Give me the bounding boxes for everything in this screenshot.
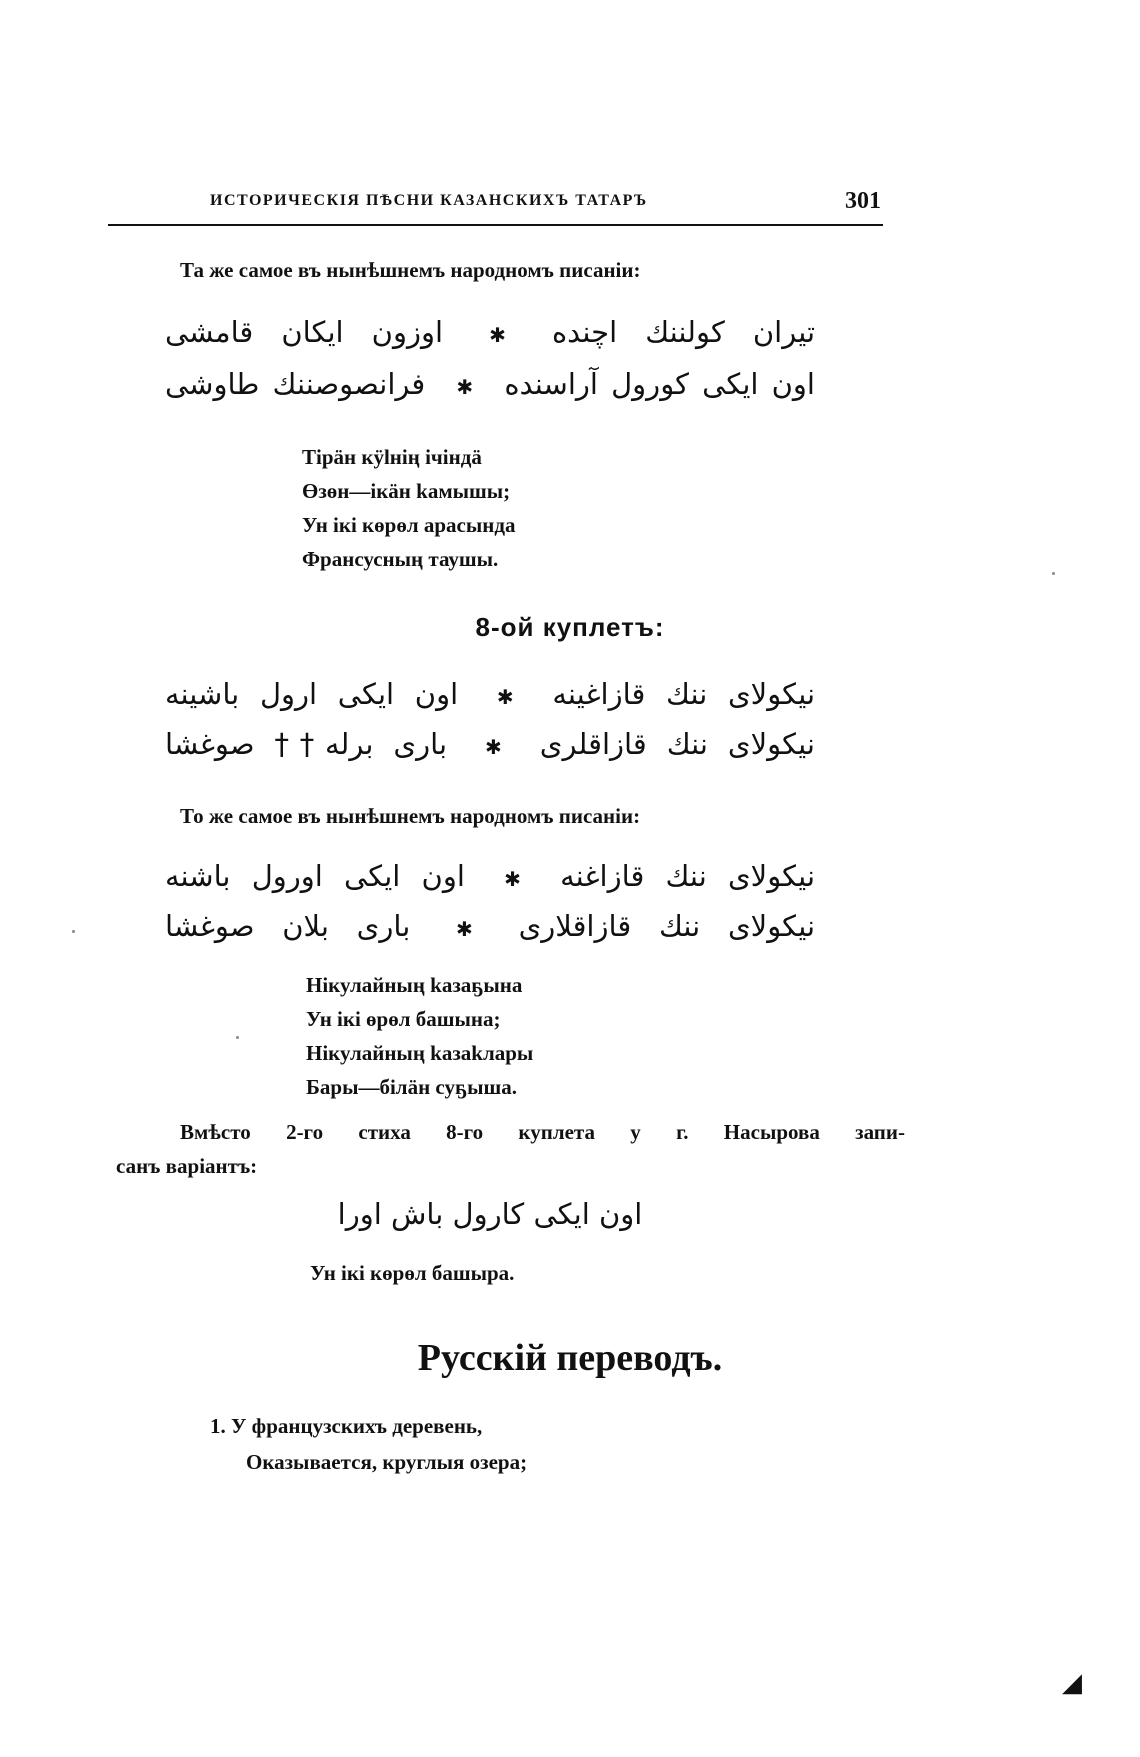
translation-line: Оказывается, круглыя озера; [246,1450,528,1474]
paper-speck [236,1036,239,1039]
page-number: 301 [845,188,881,214]
arabic-hemistich: اوزون ايکان قامشی [165,315,444,349]
running-title: ИСТОРИЧЕСКІЯ ПѢСНИ КАЗАНСКИХЪ ТАТАРЪ [210,192,648,209]
arabic-verse-line-1 [165,315,816,349]
translit-line: Ун ікі көрөл арасында [302,513,516,537]
star-separator: ✱ [496,685,514,709]
arabic-verse-line-5 [165,859,816,893]
translit-line: Ун ікі өрөл башына; [306,1007,501,1031]
translation-line: 1. У французскихъ деревень, [210,1414,483,1438]
star-separator: ✱ [456,375,474,399]
arabic-hemistich: تیران كولننك اچنده [551,315,816,349]
translit-line: Тірӓн кӱlнің ічіндӓ [302,445,482,469]
section-heading: Русскій переводъ. [417,1337,723,1379]
translit-line: Нікулайның kазаkлары [306,1041,534,1065]
translit-line: Бары—бiлӓн суҕыша. [306,1075,517,1099]
paper-speck [72,930,75,933]
arabic-hemistich: فرانصوصننك طاوشی [165,367,426,401]
arabic-hemistich: نیکولای ننك قازاقلاری [518,909,816,943]
couplet-heading: 8-ой куплетъ: [475,612,665,642]
star-separator: ✱ [485,735,502,759]
star-separator: ✱ [489,323,506,347]
intro-line-1: Та же самое въ нынѣшнемъ народномъ писаніи: [180,258,641,282]
arabic-hemistich: اون ايکی ارول باشینه [165,677,459,711]
star-separator: ✱ [456,917,473,941]
margin-mark: ◢ [1062,1668,1082,1698]
variant-note-line-2: санъ варіантъ: [116,1154,258,1178]
arabic-hemistich: باری بلان صوغشا [165,909,411,943]
variant-note-line-1: Вмѣсто 2-го стиха 8-го куплета у г. Насырова запи- [180,1120,905,1144]
star-separator: ✱ [504,867,521,891]
header-rule [108,224,883,226]
arabic-variant-line: اون ايکی کارول باش اورا [337,1197,643,1231]
translit-line: Франсусның таушы. [302,547,499,571]
variant-translit: Ун ікі көрөл башыра. [310,1261,515,1285]
translit-line: Өзөн—ікӓн kамышы; [302,479,511,503]
arabic-hemistich: باری برله†† صوغشا [165,727,448,761]
arabic-verse-line-3 [165,677,816,711]
paper-speck [1052,572,1055,575]
intro-line-2: То же самое въ нынѣшнемъ народномъ писаніи: [180,804,641,828]
translit-line: Нікулайның kазаҕына [306,973,523,997]
arabic-hemistich: نیکولای ننك قازاغینه [552,677,816,711]
arabic-hemistich: نیکولای ننك قازاغنه [560,859,816,893]
arabic-hemistich: اون ايکی اورول باشنه [165,859,465,893]
arabic-verse-line-2 [165,367,815,401]
arabic-hemistich: اون ايکی كورول آراسنده [504,367,815,401]
running-head [108,188,883,222]
arabic-verse-line-4 [165,727,815,761]
arabic-hemistich: نیکولای ننك قازاقلری [539,727,815,761]
arabic-verse-line-6 [165,909,816,943]
